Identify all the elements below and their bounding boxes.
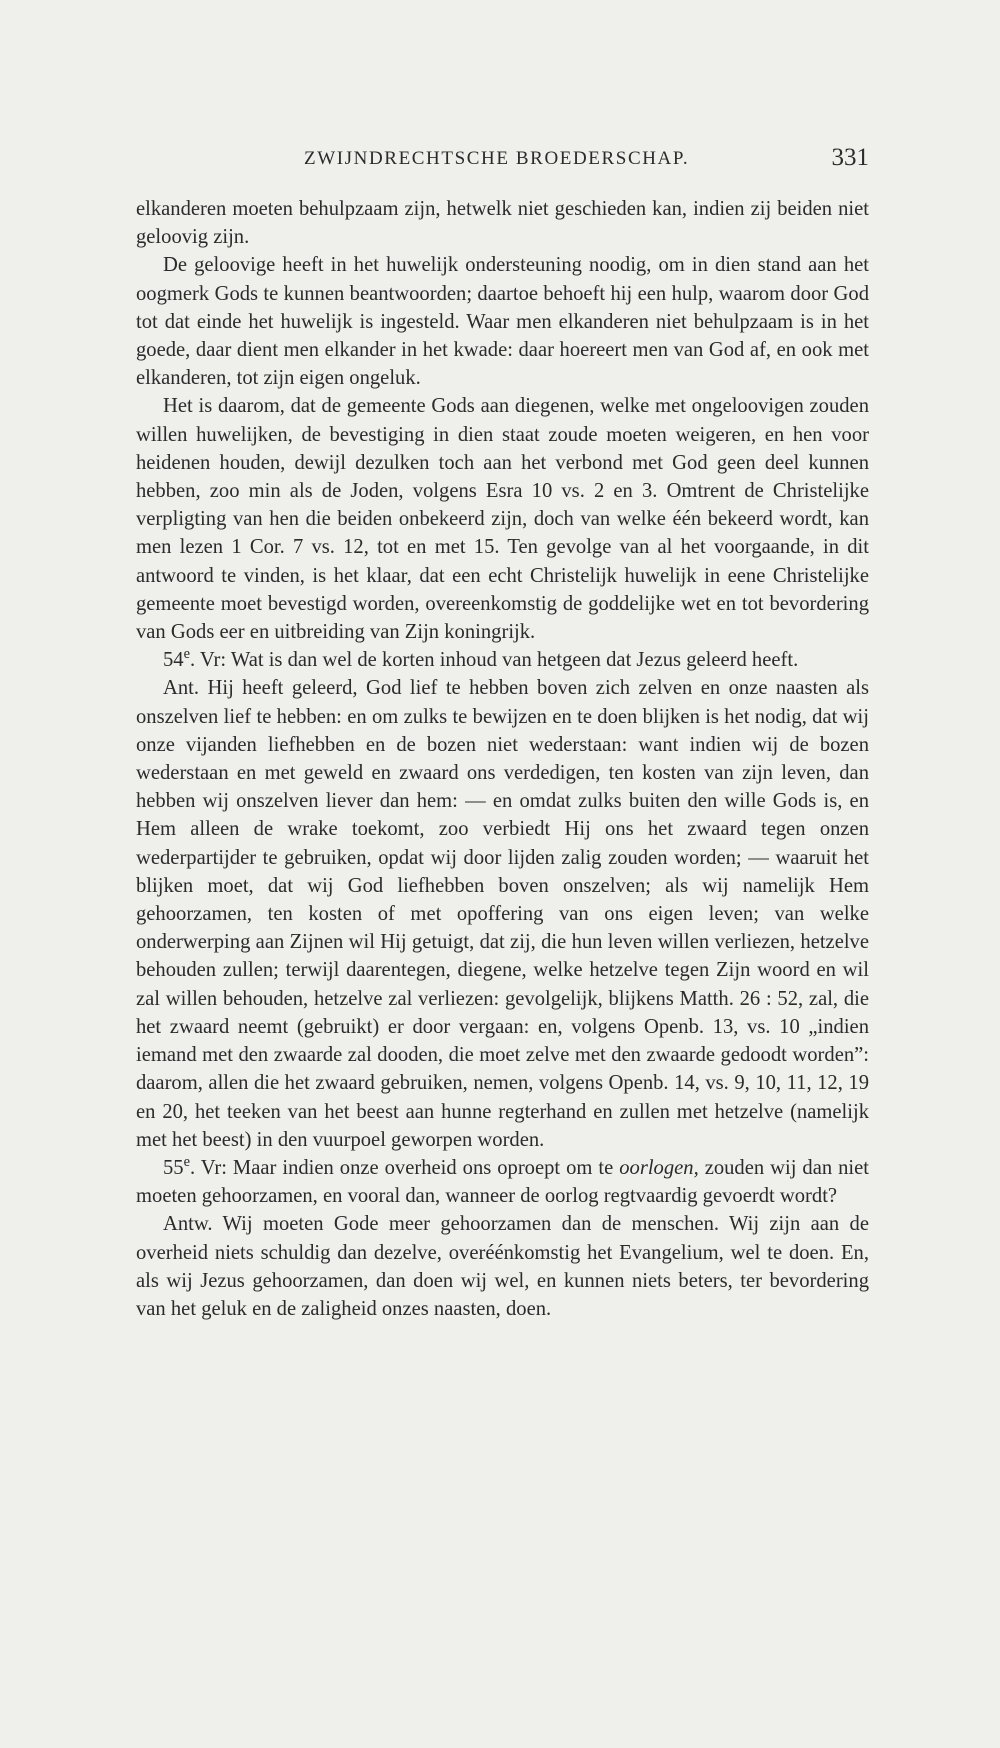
paragraph-continuation: elkanderen moeten behulpzaam zijn, hetwelk niet geschieden kan, indien zij beiden niet geloovig zijn. [136, 198, 869, 249]
question-55-text-b: zouden wij dan niet moeten gehoorzamen, en vooral dan, wanneer de oorlog regtvaardig gevoerdt wordt? [136, 1156, 870, 1208]
question-54-ordinal: e [183, 646, 190, 663]
running-title: ZWIJNDRECHTSCHE BROEDERSCHAP. [304, 148, 690, 169]
page-body [136, 195, 869, 1323]
page-header [136, 144, 869, 176]
answer-55: Antw. Wij moeten Gode meer gehoorzamen dan de menschen. Wij zijn aan de overheid niets schuldig dan dezelve, overéénkomstig het Evangelium, wel te doen. En, als wij Jezus gehoorzamen, dan doen wij wel, en kunnen niets beters, ter bevordering van het geluk en de zaligheid onzes naasten, doen. [136, 1213, 869, 1320]
page-number: 331 [831, 144, 869, 171]
question-54 [136, 646, 869, 674]
question-54-text: . Vr: Wat is dan wel de korten inhoud van hetgeen dat Jezus geleerd heeft. [190, 649, 799, 672]
paragraph-huwelijk: De geloovige heeft in het huwelijk ondersteuning noodig, om in dien stand aan het oogmerk Gods te kunnen beantwoorden; daartoe behoeft hij een hulp, waarom door God tot dat einde het huwelijk is ingesteld. Waar men elkanderen niet behulpzaam is in het goede, daar dient men elkander in het kwade: daar hoereert men van God af, en ook met elkanderen, tot zijn eigen ongeluk. [136, 254, 869, 390]
question-55 [136, 1154, 869, 1210]
question-55-emphasis: oorlogen, [619, 1156, 699, 1179]
question-54-number: 54 [163, 649, 184, 672]
question-55-ordinal: e [183, 1154, 190, 1171]
answer-54: Ant. Hij heeft geleerd, God lief te hebben boven zich zelven en onze naasten als onszelven lief te hebben: en om zulks te bewijzen en te doen blijken is het nodig, dat wij onze vijanden liefhebben en de bozen niet wederstaan: want indien wij de bozen wederstaan en met geweld en zwaard ons verdedigen, ten kosten van zijn leven, dan hebben wij onszelven liever dan hem: — en omdat zulks buiten den wille Gods is, en Hem alleen de wrake toekomt, zoo verbiedt Hij ons het zwaard tegen onzen wederpartijder te gebruiken, opdat wij door lijden zalig zouden worden; — waaruit het blijken moet, dat wij God liefhebben boven onszelven; als wij namelijk Hem gehoorzamen, ten kosten of met opoffering van ons eigen leven; van welke onderwerping aan Zijnen wil Hij getuigt, dat zij, die hun leven willen verliezen, hetzelve behouden zullen; terwijl daarentegen, diegene, welke hetzelve tegen Zijn woord en wil zal willen behouden, hetzelve zal verliezen: gevolgelijk, blijkens Matth. 26 : 52, zal, die het zwaard neemt (gebruikt) er door vergaan: en, volgens Openb. 13, vs. 10 „indien iemand met den zwaarde zal dooden, die moet zelve met den zwaarde gedoodt worden”: daarom, allen die het zwaard gebruiken, nemen, volgens Openb. 14, vs. 9, 10, 11, 12, 19 en 20, het teeken van het beest aan hunne regterhand en zullen met hetzelve (namelijk met het beest) in den vuurpoel geworpen worden. [136, 677, 869, 1151]
paragraph-gemeente: Het is daarom, dat de gemeente Gods aan diegenen, welke met ongeloovigen zouden willen huwelijken, de bevestiging in dien staat zoude moeten weigeren, en hen voor heidenen houden, dewijl dezulken toch aan het verbond met God geen deel kunnen hebben, zoo min als de Joden, volgens Esra 10 vs. 2 en 3. Omtrent de Christelijke verpligting van hen die beiden onbekeerd zijn, doch van welke één bekeerd wordt, kan men lezen 1 Cor. 7 vs. 12, tot en met 15. Ten gevolge van al het voorgaande, in dit antwoord te vinden, is het klaar, dat een echt Christelijk huwelijk in eene Christelijke gemeente moet bevestigd worden, overeenkomstig de goddelijke wet en tot bevordering van Gods eer en uitbreiding van Zijn koningrijk. [136, 395, 869, 644]
question-55-text-a: . Vr: Maar indien onze overheid ons oproept om te [190, 1156, 620, 1179]
question-55-number: 55 [163, 1156, 184, 1179]
